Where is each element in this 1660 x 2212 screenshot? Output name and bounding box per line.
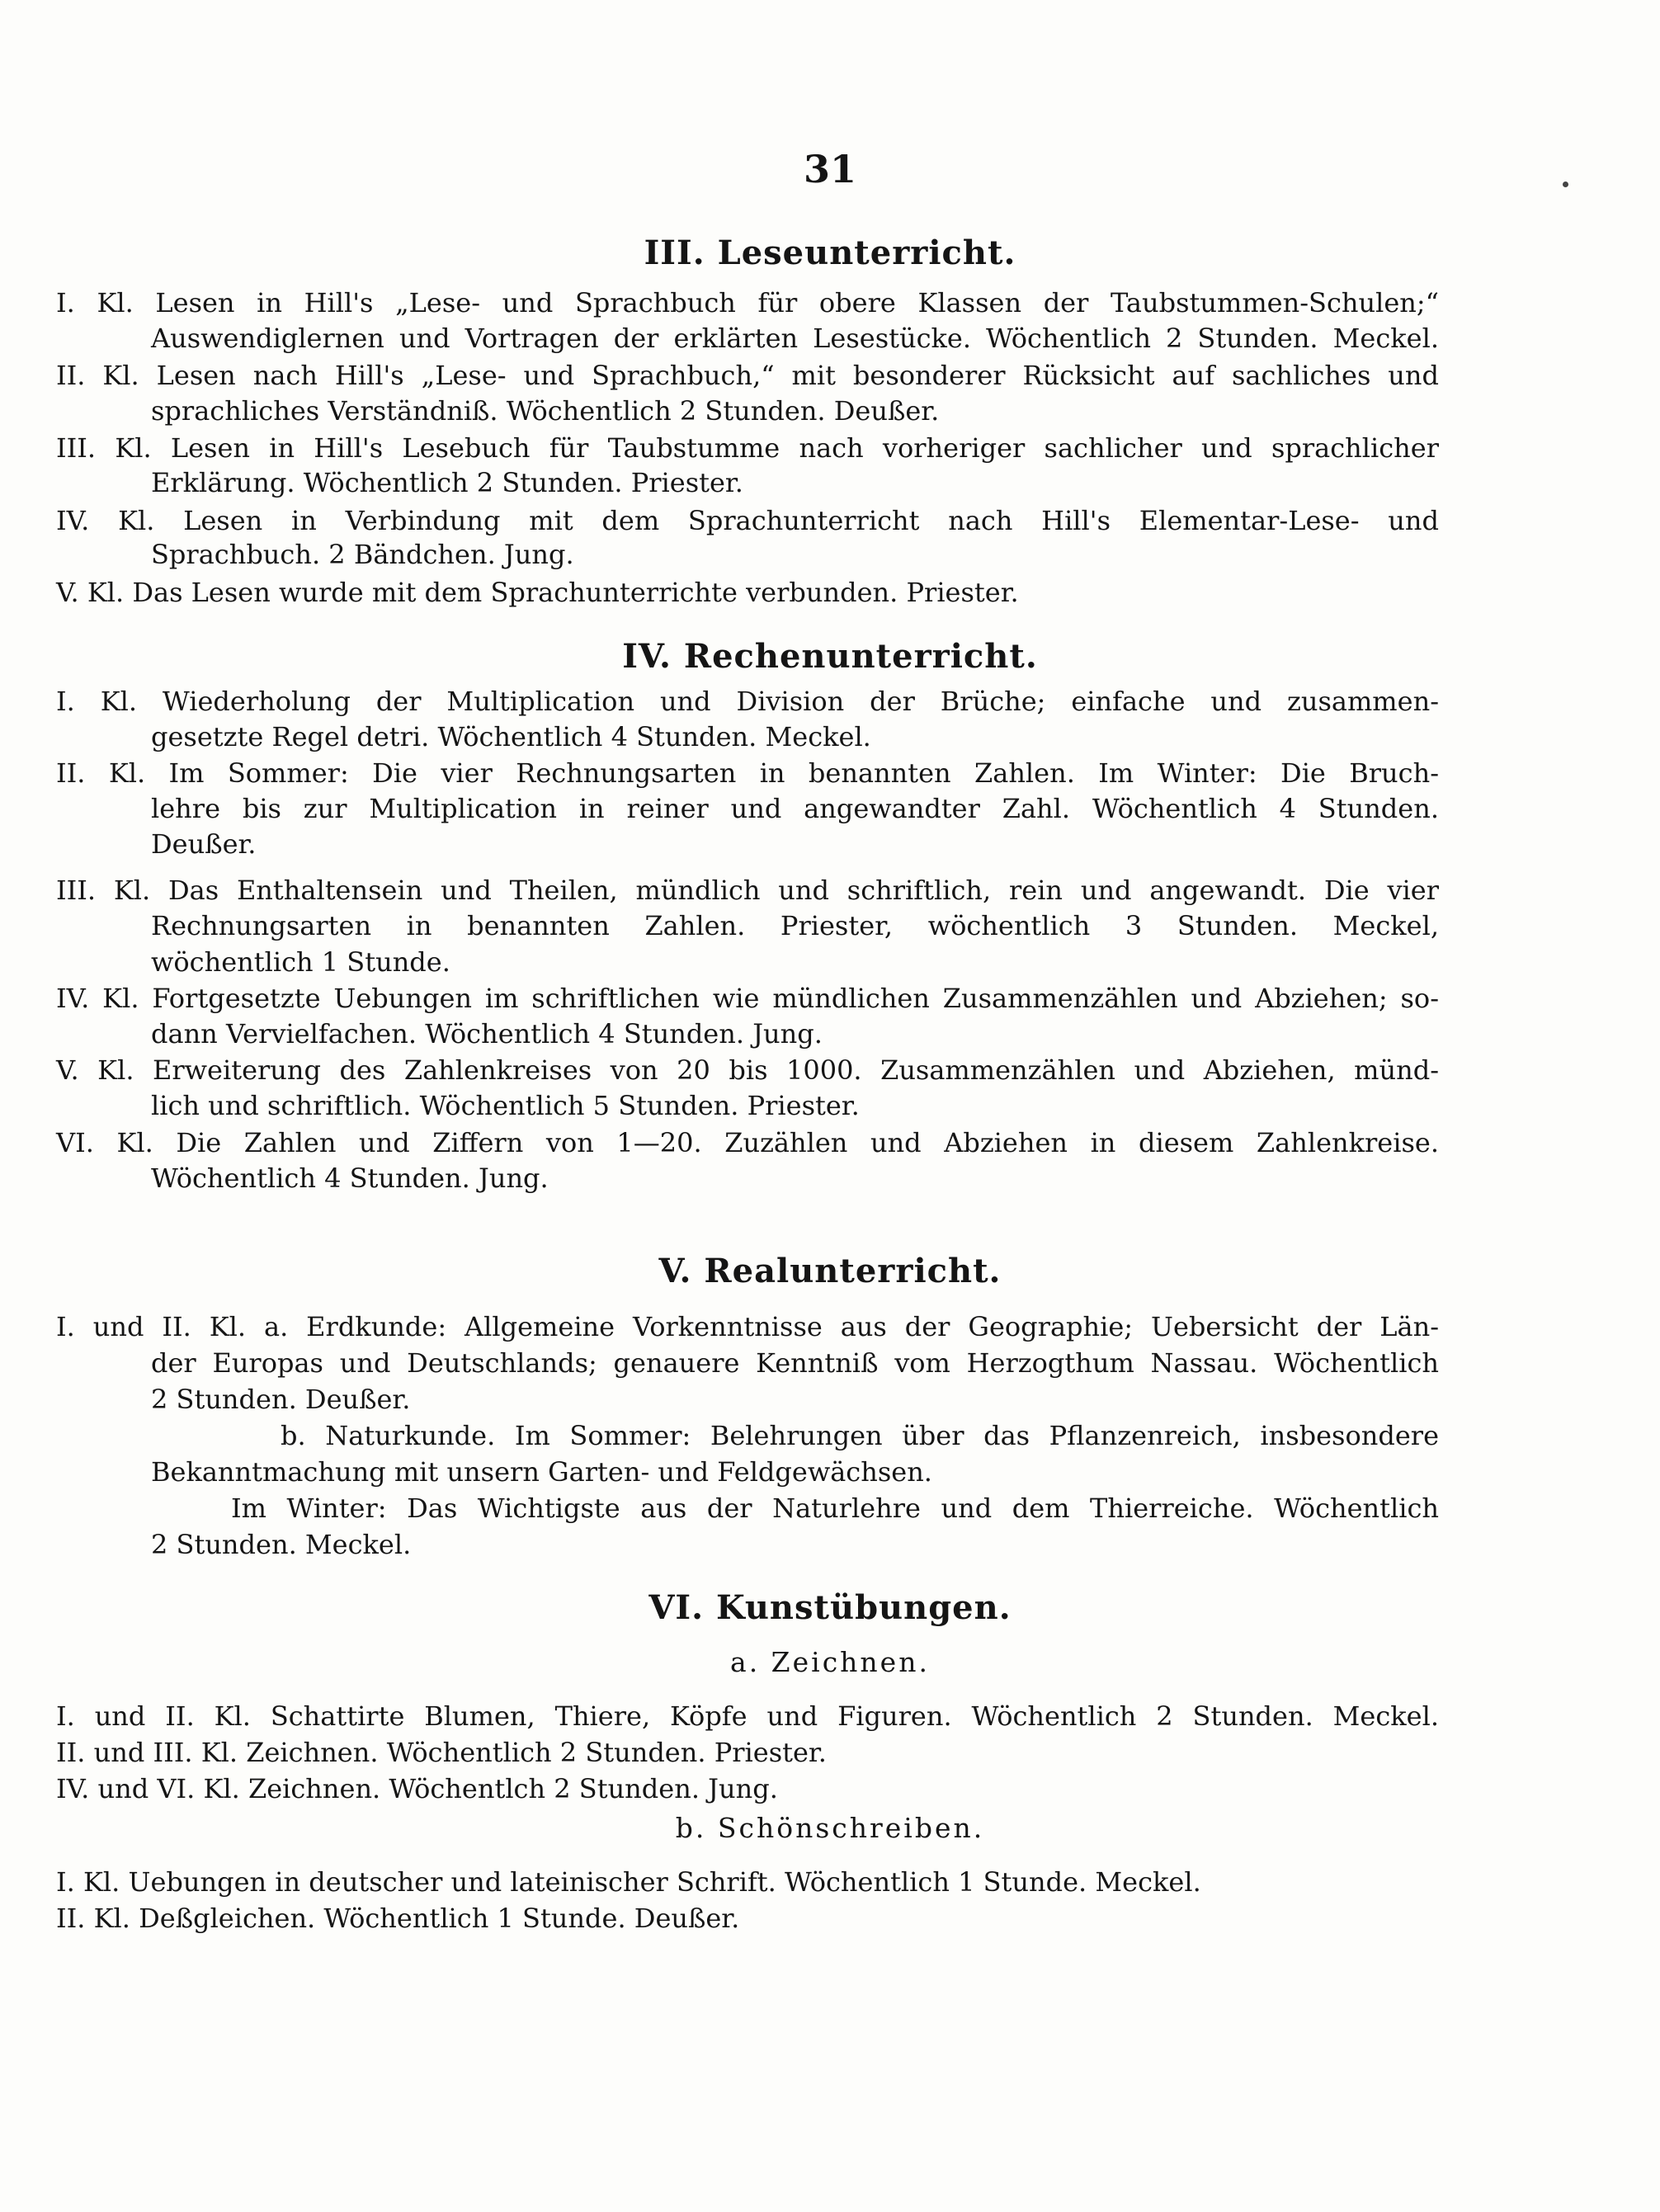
text-line: gesetzte Regel detri. Wöchentlich 4 Stunden. Meckel. (151, 721, 871, 752)
text-line: II. Kl. Im Sommer: Die vier Rechnungsarten in benannten Zahlen. Im Winter: Die Bruch- (56, 757, 1439, 789)
text-line: IV. Kl. Fortgesetzte Uebungen im schriftlichen wie mündlichen Zusammenzählen und Abziehen; so- (56, 983, 1439, 1014)
speck (1563, 182, 1568, 187)
text-line: Auswendiglernen und Vortragen der erklärten Lesestücke. Wöchentlich 2 Stunden. Meckel. (151, 323, 1439, 354)
text-line: dann Vervielfachen. Wöchentlich 4 Stunden. Jung. (151, 1018, 823, 1049)
text-line: Wöchentlich 4 Stunden. Jung. (151, 1163, 549, 1194)
text-line: lehre bis zur Multiplication in reiner und angewandter Zahl. Wöchentlich 4 Stunden. (151, 793, 1439, 824)
text-line: b. Naturkunde. Im Sommer: Belehrungen über das Pflanzenreich, insbesondere (281, 1420, 1439, 1451)
text-line: V. Kl. Erweiterung des Zahlenkreises von 20 bis 1000. Zusammenzählen und Abziehen, münd- (56, 1054, 1439, 1086)
text-line: Im Winter: Das Wichtigste aus der Naturlehre und dem Thierreiche. Wöchentlich (231, 1493, 1439, 1524)
text-line: Deußer. (151, 828, 257, 860)
text-line: I. Kl. Wiederholung der Multiplication und Division der Brüche; einfache und zusammen- (56, 686, 1439, 717)
subsection-heading: a. Zeichnen. (730, 1646, 930, 1678)
text-line: VI. Kl. Die Zahlen und Ziffern von 1—20. Zuzählen und Abziehen in diesem Zahlenkreise. (56, 1127, 1439, 1158)
section-heading: IV. Rechenunterricht. (622, 637, 1038, 676)
text-line: der Europas und Deutschlands; genauere Kenntniß vom Herzogthum Nassau. Wöchentlich (151, 1347, 1439, 1379)
text-line: IV. Kl. Lesen in Verbindung mit dem Sprachunterricht nach Hill's Elementar-Lese- und (56, 505, 1439, 536)
text-line: II. Kl. Lesen nach Hill's „Lese- und Sprachbuch,“ mit besonderer Rücksicht auf sachliches und (56, 360, 1439, 391)
text-line: sprachliches Verständniß. Wöchentlich 2 Stunden. Deußer. (151, 395, 940, 427)
text-line: 2 Stunden. Meckel. (151, 1529, 412, 1560)
text-line: lich und schriftlich. Wöchentlich 5 Stunden. Priester. (151, 1090, 860, 1121)
text-line: III. Kl. Lesen in Hill's Lesebuch für Taubstumme nach vorheriger sachlicher und sprachlicher (56, 432, 1439, 464)
section-heading: V. Realunterricht. (658, 1252, 1002, 1290)
text-line: Rechnungsarten in benannten Zahlen. Priester, wöchentlich 3 Stunden. Meckel, (151, 910, 1439, 941)
text-line: I. Kl. Lesen in Hill's „Lese- und Sprachbuch für obere Klassen der Taubstummen-Schulen;“ (56, 287, 1439, 318)
subsection-heading: b. Schönschreiben. (675, 1812, 985, 1844)
text-line: II. Kl. Deßgleichen. Wöchentlich 1 Stunde. Deußer. (56, 1903, 740, 1934)
page-number: 31 (803, 147, 856, 191)
text-line: I. und II. Kl. Schattirte Blumen, Thiere, Köpfe und Figuren. Wöchentlich 2 Stunden. Meckel. (56, 1700, 1439, 1732)
section-heading: VI. Kunstübungen. (648, 1588, 1012, 1627)
text-line: I. Kl. Uebungen in deutscher und lateinischer Schrift. Wöchentlich 1 Stunde. Meckel. (56, 1866, 1201, 1898)
text-line: V. Kl. Das Lesen wurde mit dem Sprachunterrichte verbunden. Priester. (56, 577, 1019, 608)
text-line: III. Kl. Das Enthaltensein und Theilen, mündlich und schriftlich, rein und angewandt. Die vier (56, 875, 1439, 906)
text-line: Bekanntmachung mit unsern Garten- und Feldgewächsen. (151, 1456, 932, 1488)
text-line: I. und II. Kl. a. Erdkunde: Allgemeine Vorkenntnisse aus der Geographie; Uebersicht der Län- (56, 1311, 1439, 1342)
text-line: Erklärung. Wöchentlich 2 Stunden. Priester. (151, 467, 743, 498)
text-line: II. und III. Kl. Zeichnen. Wöchentlich 2 Stunden. Priester. (56, 1737, 827, 1768)
text-line: wöchentlich 1 Stunde. (151, 946, 450, 978)
text-line: IV. und VI. Kl. Zeichnen. Wöchentlch 2 Stunden. Jung. (56, 1773, 778, 1804)
section-heading: III. Leseunterricht. (644, 233, 1016, 272)
text-line: Sprachbuch. 2 Bändchen. Jung. (151, 539, 574, 570)
text-line: 2 Stunden. Deußer. (151, 1384, 411, 1415)
